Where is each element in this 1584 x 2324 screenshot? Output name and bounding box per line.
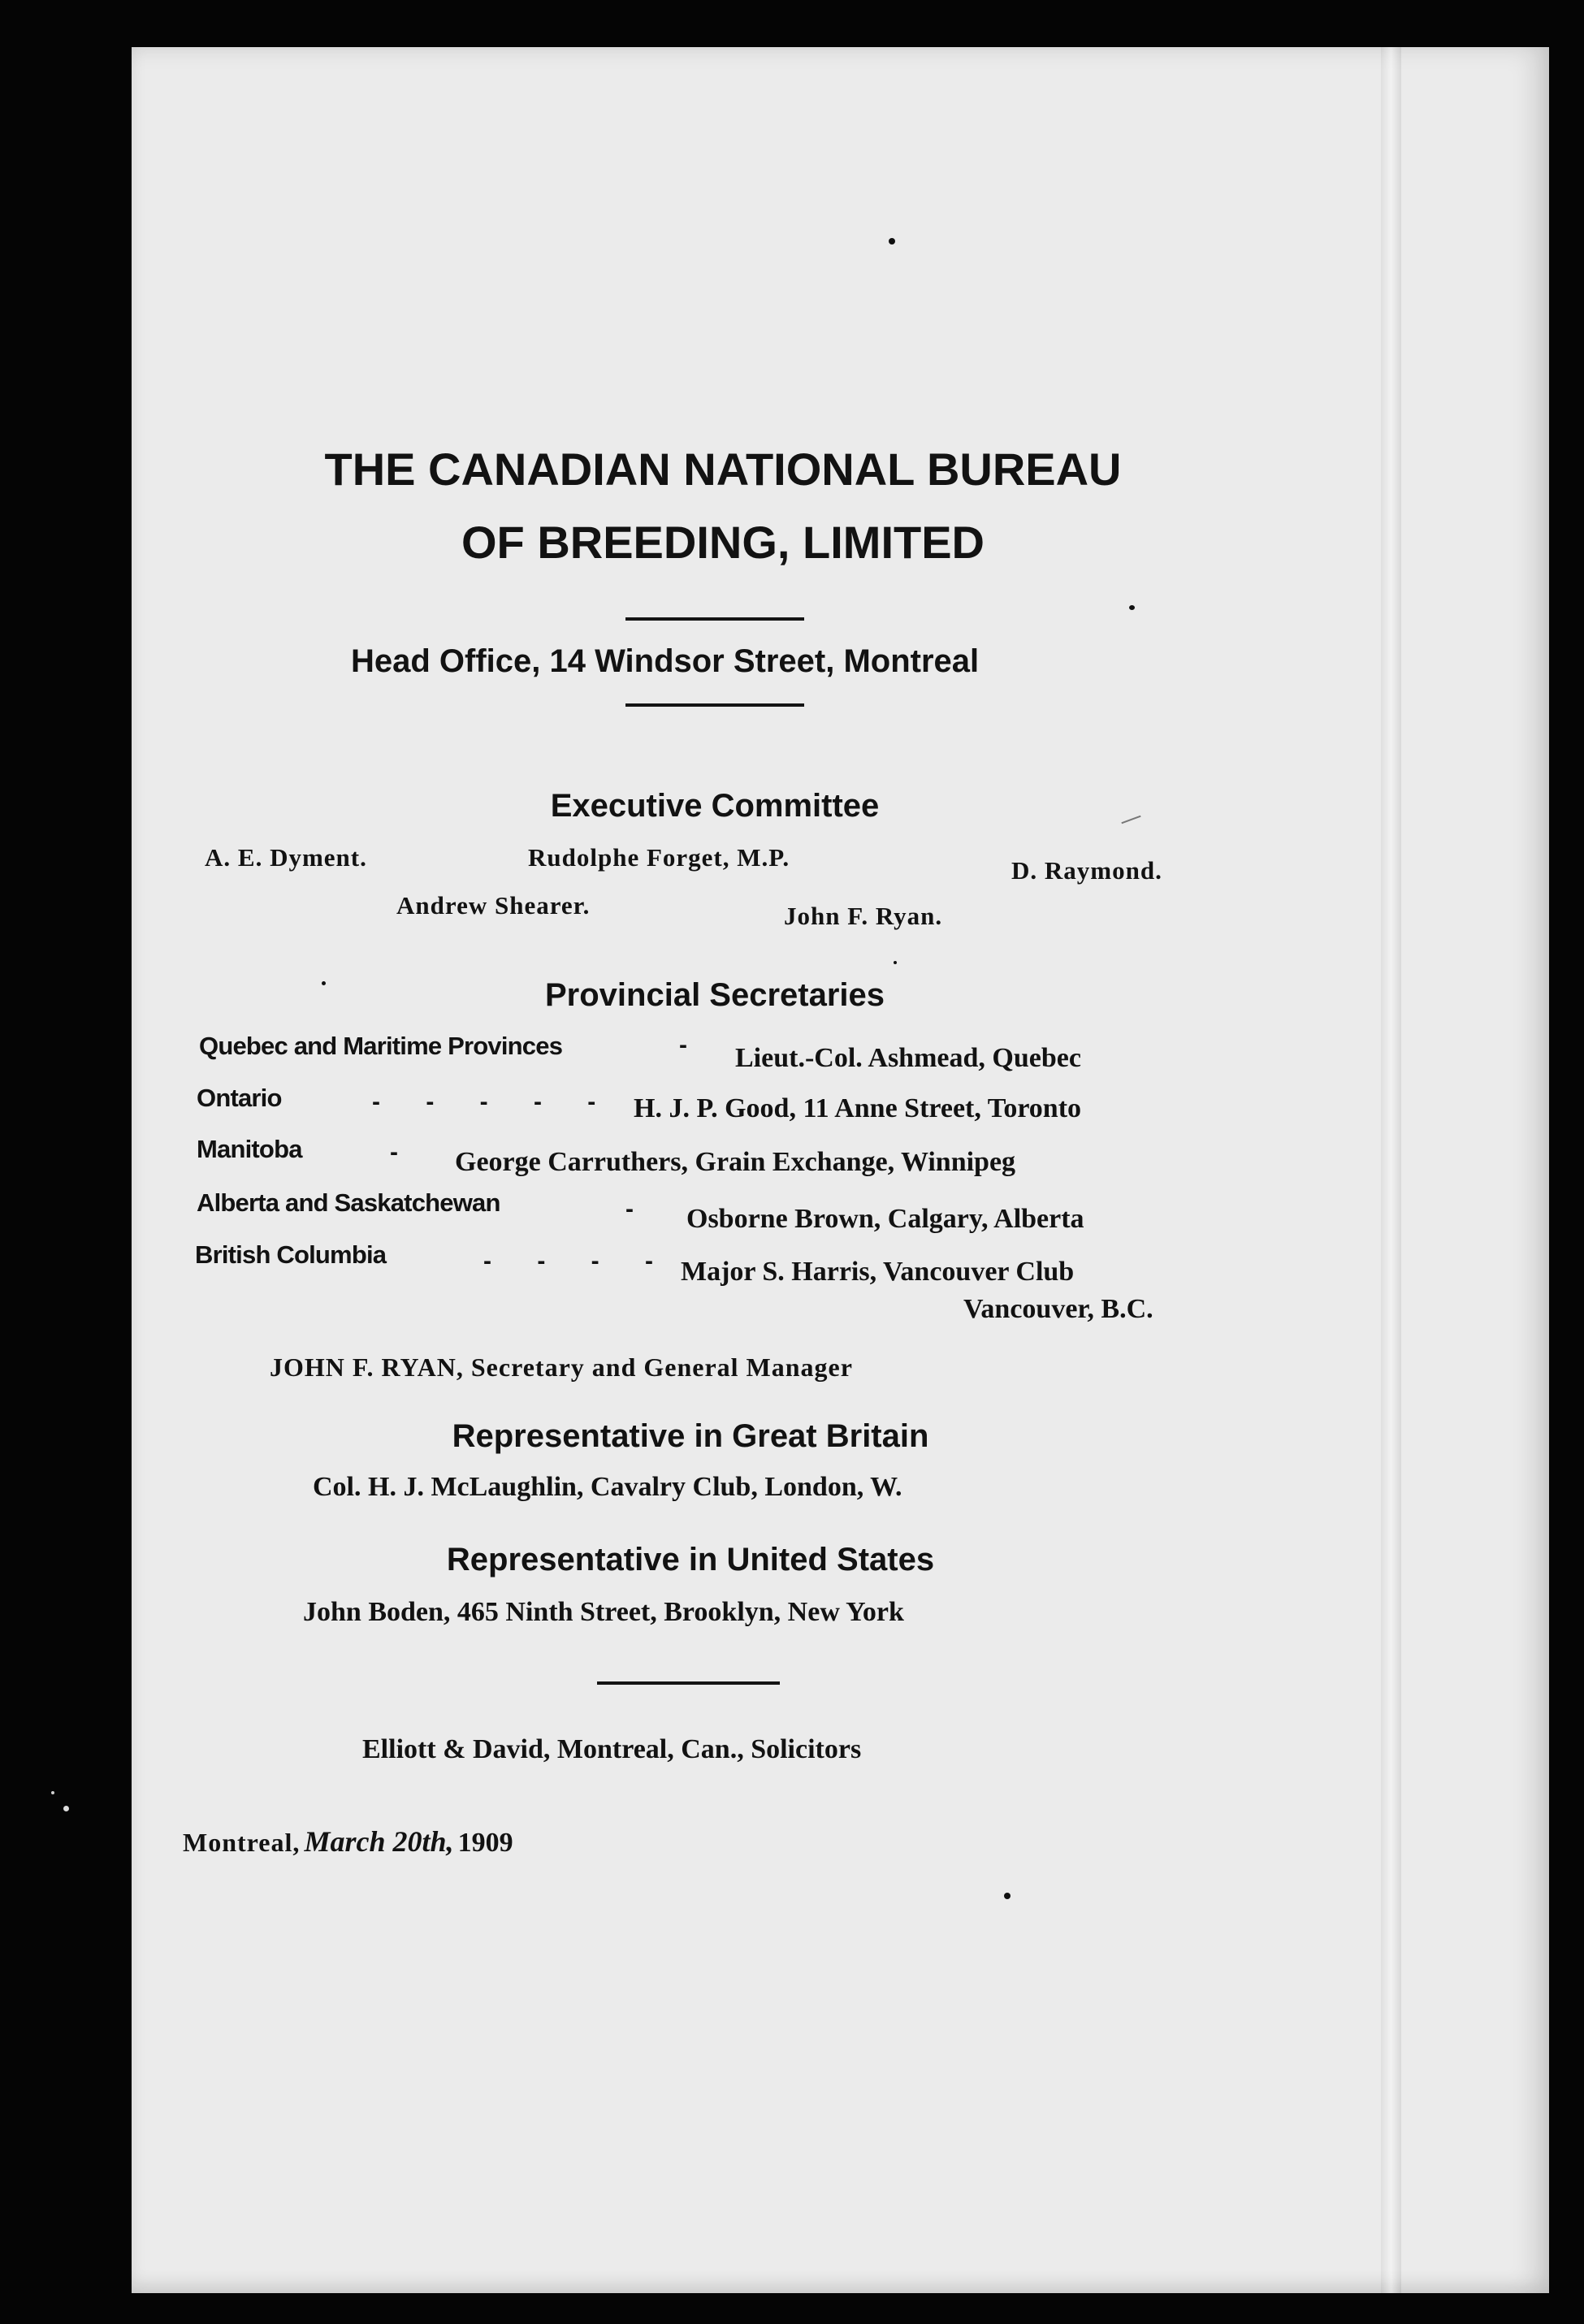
- secretary-entry-line-2: Vancouver, B.C.: [963, 1294, 1153, 1324]
- executive-committee-heading: Executive Committee: [550, 788, 880, 824]
- rep-great-britain-detail: Col. H. J. McLaughlin, Cavalry Club, London, W.: [313, 1472, 902, 1502]
- head-office-line: Head Office, 14 Windsor Street, Montreal: [351, 643, 980, 679]
- title-line-2: OF BREEDING, LIMITED: [461, 517, 985, 568]
- leader-dash: - - - - -: [372, 1088, 616, 1115]
- secretary-general-manager: JOHN F. RYAN, Secretary and General Manager: [270, 1352, 853, 1382]
- committee-member: A. E. Dyment.: [205, 843, 367, 872]
- dateline-date: March 20th,: [304, 1825, 454, 1858]
- secretary-entry: Major S. Harris, Vancouver Club: [681, 1257, 1075, 1287]
- edge-speck: [63, 1806, 69, 1811]
- leader-dash: -: [390, 1139, 418, 1166]
- divider-below-head-office: [625, 703, 804, 707]
- divider-top: [625, 617, 804, 621]
- leader-dash: -: [679, 1032, 707, 1058]
- dateline-year: 1909: [457, 1828, 513, 1858]
- edge-speck: [51, 1791, 54, 1794]
- secretary-entry: Osborne Brown, Calgary, Alberta: [686, 1204, 1084, 1234]
- secretary-entry: George Carruthers, Grain Exchange, Winnipeg: [455, 1147, 1016, 1177]
- province-name: British Columbia: [195, 1240, 387, 1269]
- divider-bottom: [597, 1681, 780, 1685]
- paper-speck: [1129, 605, 1135, 610]
- page-fold-shadow: [1381, 47, 1401, 2293]
- province-name: Manitoba: [197, 1135, 302, 1163]
- paper-speck: [1004, 1893, 1011, 1899]
- paper-speck: [894, 961, 897, 964]
- secretary-entry: H. J. P. Good, 11 Anne Street, Toronto: [634, 1093, 1082, 1123]
- province-name: Ontario: [197, 1084, 282, 1112]
- leader-dash: -: [625, 1196, 653, 1223]
- paper-speck: [322, 981, 326, 985]
- committee-member: Rudolphe Forget, M.P.: [528, 843, 790, 872]
- committee-member: Andrew Shearer.: [396, 891, 591, 920]
- province-name: Quebec and Maritime Provinces: [199, 1032, 563, 1060]
- rep-great-britain-heading: Representative in Great Britain: [452, 1418, 929, 1454]
- title-line-1: THE CANADIAN NATIONAL BUREAU: [324, 444, 1122, 495]
- provincial-secretaries-heading: Provincial Secretaries: [544, 977, 885, 1013]
- paper-speck: [889, 238, 895, 245]
- committee-member: John F. Ryan.: [784, 902, 943, 930]
- secretary-entry: Lieut.-Col. Ashmead, Quebec: [735, 1043, 1081, 1073]
- leader-dash: - - - -: [483, 1248, 673, 1275]
- rep-united-states-detail: John Boden, 465 Ninth Street, Brooklyn, New York: [303, 1597, 904, 1627]
- dateline: [183, 1824, 513, 1859]
- solicitors-line: Elliott & David, Montreal, Can., Solicitors: [362, 1734, 862, 1764]
- committee-member: D. Raymond.: [1011, 856, 1162, 885]
- province-name: Alberta and Saskatchewan: [197, 1188, 500, 1217]
- rep-united-states-heading: Representative in United States: [446, 1542, 935, 1577]
- dateline-place: Montreal,: [183, 1828, 301, 1857]
